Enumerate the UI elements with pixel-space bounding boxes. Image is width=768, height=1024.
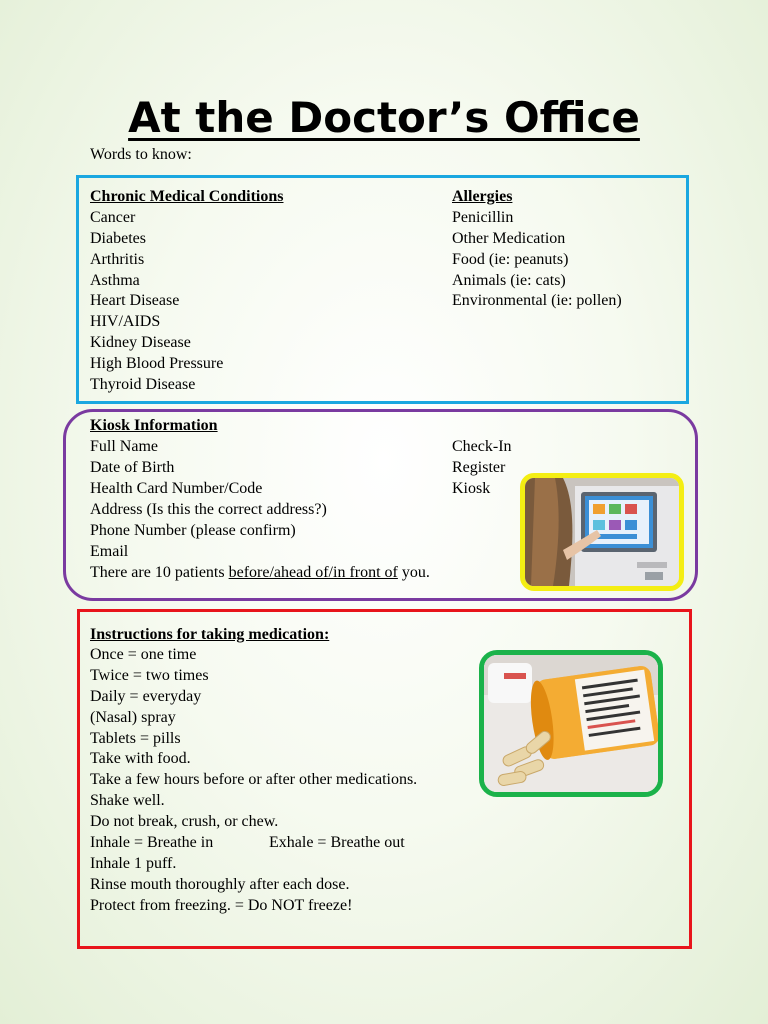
kiosk-heading: Kiosk Information — [90, 417, 218, 434]
meds-item: Take with food. — [90, 750, 191, 767]
meds-item: Twice = two times — [90, 667, 209, 684]
chronic-item: HIV/AIDS — [90, 313, 161, 330]
meds-item: (Nasal) spray — [90, 709, 176, 726]
patients-before-text: There are 10 patients — [90, 564, 229, 581]
meds-item: Protect from freezing. = Do NOT freeze! — [90, 897, 353, 914]
meds-heading: Instructions for taking medication: — [90, 626, 330, 643]
allergy-item: Animals (ie: cats) — [452, 272, 566, 289]
meds-item: Daily = everyday — [90, 688, 202, 705]
meds-item: Tablets = pills — [90, 730, 181, 747]
kiosk-photo — [520, 473, 684, 591]
kiosk-item: Address (Is this the correct address?) — [90, 501, 327, 518]
kiosk-item: Email — [90, 543, 129, 560]
inhale-text: Inhale = Breathe in — [90, 834, 214, 851]
pill-bottle-image — [484, 655, 658, 792]
kiosk-right-item: Register — [452, 459, 506, 476]
meds-item: Rinse mouth thoroughly after each dose. — [90, 876, 350, 893]
kiosk-right-item: Kiosk — [452, 480, 491, 497]
page-title: At the Doctor’s Office — [128, 93, 640, 142]
kiosk-item: Date of Birth — [90, 459, 175, 476]
allergy-item: Penicillin — [452, 209, 514, 226]
kiosk-item: Phone Number (please confirm) — [90, 522, 296, 539]
kiosk-image — [525, 478, 679, 586]
kiosk-right-item: Check-In — [452, 438, 512, 455]
chronic-item: Cancer — [90, 209, 136, 226]
allergy-item: Food (ie: peanuts) — [452, 251, 569, 268]
chronic-item: Kidney Disease — [90, 334, 191, 351]
meds-item: Do not break, crush, or chew. — [90, 813, 279, 830]
chronic-item: Heart Disease — [90, 292, 180, 309]
chronic-item: Arthritis — [90, 251, 145, 268]
kiosk-item: Health Card Number/Code — [90, 480, 263, 497]
allergy-item: Environmental (ie: pollen) — [452, 292, 622, 309]
chronic-item: High Blood Pressure — [90, 355, 224, 372]
intro-text: Words to know: — [90, 146, 192, 163]
patients-underlined-text: before/ahead of/in front of — [228, 564, 398, 581]
allergy-item: Other Medication — [452, 230, 566, 247]
pill-bottle-photo — [479, 650, 663, 797]
meds-item: Take a few hours before or after other medications. — [90, 771, 418, 788]
patients-after-text: you. — [397, 564, 430, 581]
kiosk-item: Full Name — [90, 438, 158, 455]
meds-item: Once = one time — [90, 646, 197, 663]
chronic-heading: Chronic Medical Conditions — [90, 188, 284, 205]
meds-item: Inhale 1 puff. — [90, 855, 177, 872]
patients-sentence — [90, 562, 430, 583]
meds-item: Shake well. — [90, 792, 165, 809]
chronic-item: Diabetes — [90, 230, 146, 247]
allergies-heading: Allergies — [452, 188, 513, 205]
exhale-text: Exhale = Breathe out — [269, 834, 405, 851]
chronic-item: Thyroid Disease — [90, 376, 196, 393]
chronic-item: Asthma — [90, 272, 140, 289]
